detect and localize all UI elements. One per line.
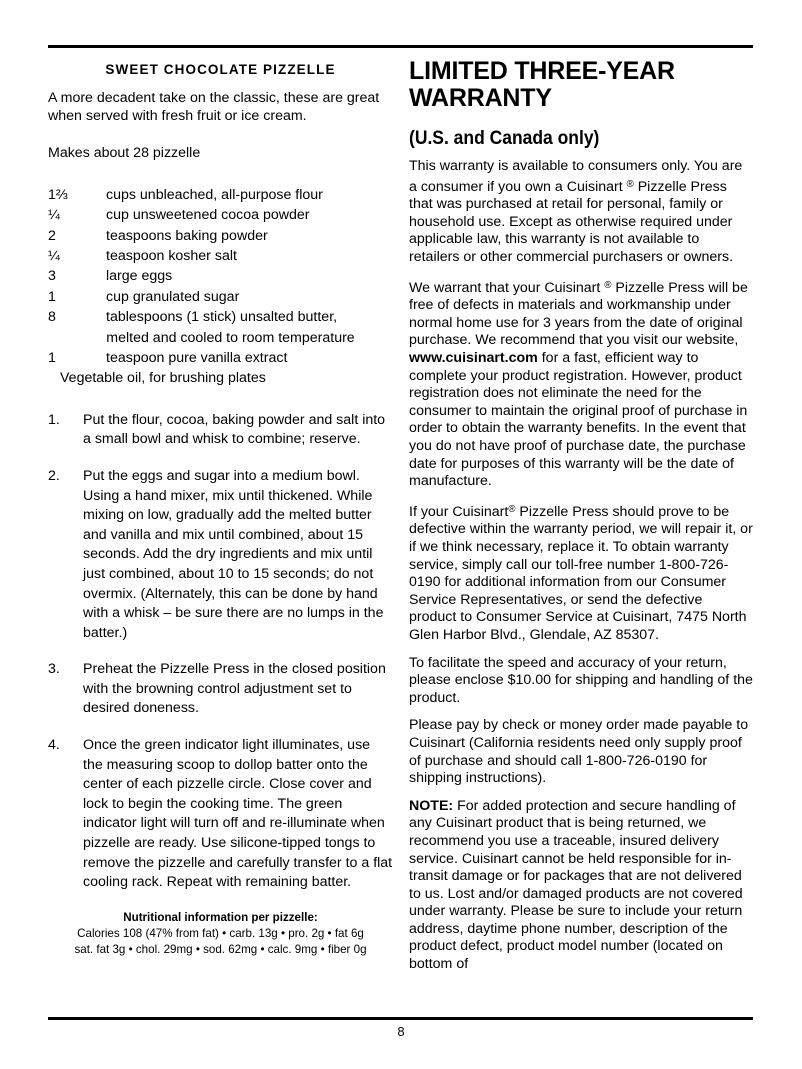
warranty-paragraph-5: Please pay by check or money order made payable to Cuisinart (California residents need only supply proof of purchase and should call 1-800-726-0190 for shipping instructions). <box>409 717 749 787</box>
ingredient-text: cups unbleached, all-purpose flour <box>106 186 323 203</box>
warranty-paragraph-1 <box>409 158 753 267</box>
warranty-p2-part-a: We warrant that your Cuisinart <box>409 279 601 296</box>
cuisinart-website-link[interactable]: www.cuisinart.com <box>409 350 538 367</box>
ingredient-amount: 1⅔ <box>48 186 68 203</box>
warranty-p3-part-a: If your Cuisinart <box>409 503 509 520</box>
ingredient-text: tablespoons (1 stick) unsalted butter, <box>106 309 338 326</box>
step-number: 1. <box>48 411 60 428</box>
ingredient-text: cup unsweetened cocoa powder <box>106 207 310 224</box>
registered-trademark-icon: ® <box>604 279 612 291</box>
warranty-paragraph-4: To facilitate the speed and accuracy of your return, please enclose $10.00 for shipping and handling of the product. <box>409 654 753 706</box>
instruction-step <box>48 467 393 643</box>
warranty-paragraph-3 <box>409 501 753 645</box>
step-text: Put the flour, cocoa, baking powder and salt into a small bowl and whisk to combine; reserve. <box>83 411 386 448</box>
warranty-p2-part-b: Pizzelle Press will be free of defects in materials and workmanship under normal home use for 3 years from the date of original purchase. We recommend that you visit our website, <box>409 279 748 349</box>
recipe-column <box>48 58 393 958</box>
instruction-step <box>48 736 393 893</box>
ingredient-amount: 1 <box>48 349 56 366</box>
nutrition-line-2: sat. fat 3g • chol. 29mg • sod. 62mg • calc. 9mg • fiber 0g <box>74 942 367 956</box>
step-number: 2. <box>48 467 60 484</box>
ingredient-amount: 2 <box>48 227 56 244</box>
ingredient-amount: 3 <box>48 268 56 285</box>
ingredient-amount: 1 <box>48 288 56 305</box>
ingredient-text: teaspoons baking powder <box>106 227 268 244</box>
step-text: Preheat the Pizzelle Press in the closed position with the browning control adjustment set to desired doneness. <box>83 661 386 717</box>
ingredient-continuation: melted and cooled to room temperature <box>106 329 355 346</box>
warranty-paragraph-2 <box>409 277 753 491</box>
ingredient-amount: ¼ <box>48 207 60 224</box>
warranty-column <box>409 58 753 984</box>
instruction-step <box>48 660 393 719</box>
nutrition-block <box>48 910 393 958</box>
recipe-yield: Makes about 28 pizzelle <box>48 145 201 162</box>
footer-rule <box>48 1017 753 1020</box>
step-text: Put the eggs and sugar into a medium bowl. Using a hand mixer, mix until thickened. While mixing on low, gradually add the melted butter and vanilla and mix until combined, about 15 seconds. Add the dry ingredients and mix until just combined, about 10 to 15 seconds; do not overmix. (Alternately, this can be done by hand with a whisk – be sure there are no lumps in the batter.) <box>83 467 384 641</box>
ingredient-text: large eggs <box>106 268 173 285</box>
instruction-step <box>48 411 393 450</box>
warranty-p2-part-c: for a fast, efficient way to complete your product registration. However, product registration does not eliminate the need for the consumer to maintain the original proof of purchase in order to obtain the warranty benefits. In the event that you do not have proof of purchase date, the purchase date for purposes of this warranty will be the date of manufacture. <box>409 350 748 490</box>
ingredient-amount: ¼ <box>48 247 60 264</box>
ingredient-row <box>48 185 393 205</box>
nutrition-line-1: Calories 108 (47% from fat) • carb. 13g • pro. 2g • fat 6g <box>77 926 364 940</box>
ingredient-row <box>48 205 393 225</box>
nutrition-heading: Nutritional information per pizzelle: <box>123 910 318 924</box>
warranty-p1-part-b: Pizzelle Press that was purchased at retail for personal, family or household use. Except as otherwise required under applicable law, this warranty is not available to retailers or other commercial purchasers or owners. <box>409 178 734 266</box>
registered-trademark-icon: ® <box>626 178 634 190</box>
ingredient-row <box>48 246 393 266</box>
ingredient-note: Vegetable oil, for brushing plates <box>60 370 266 387</box>
ingredient-amount: 8 <box>48 309 56 326</box>
ingredient-text: teaspoon pure vanilla extract <box>106 349 288 366</box>
note-label: NOTE: <box>409 797 454 814</box>
two-column-body <box>48 58 753 1008</box>
ingredient-text: teaspoon kosher salt <box>106 247 237 264</box>
registered-trademark-icon: ® <box>508 503 516 515</box>
step-number: 3. <box>48 661 60 678</box>
ingredient-row <box>48 287 393 307</box>
ingredient-row <box>48 307 393 348</box>
ingredient-row <box>48 266 393 286</box>
step-text: Once the green indicator light illuminates, use the measuring scoop to dollop batter onto the center of each pizzelle circle. Close cover and lock to begin the cooking time. The green indicator light will turn off and re-illuminate when pizzelle are ready. Use silicone-tipped tongs to remove the pizzelle and carefully transfer to a flat cooling rack. Repeat with remaining batter. <box>83 737 393 891</box>
ingredient-row <box>48 348 393 368</box>
note-text: For added protection and secure handling of any Cuisinart product that is being returned, we recommend you use a traceable, insured delivery service. Cuisinart cannot be held responsible for in-transit damage or for packages that are not delivered to us. Lost and/or damaged products are not covered under warranty. Please be sure to include your return address, daytime phone number, description of the product defect, product model number (located on bottom of <box>409 797 743 973</box>
page-number: 8 <box>397 1024 405 1039</box>
ingredient-text: cup granulated sugar <box>106 288 240 305</box>
warranty-p3-part-b: Pizzelle Press should prove to be defective within the warranty period, we will repair it, or if we think necessary, replace it. To obtain warranty service, simply call our toll-free number 1-800-726-0190 for additional information from our Consumer Service Representatives, or send the defective product to Consumer Service at Cuisinart, 7475 North Glen Harbor Blvd., Glendale, AZ 85307. <box>409 503 753 643</box>
warranty-subtitle: (U.S. and Canada only) <box>409 128 600 149</box>
header-rule <box>48 45 753 48</box>
step-number: 4. <box>48 737 60 754</box>
warranty-note-paragraph <box>409 798 753 974</box>
ingredient-row <box>48 226 393 246</box>
warranty-p1-part-a: This warranty is available to consumers only. You are a consumer if you own a Cuisinart <box>409 158 743 195</box>
warranty-title: LIMITED THREE-YEAR WARRANTY <box>409 57 675 112</box>
instruction-list <box>48 411 393 893</box>
recipe-description: A more decadent take on the classic, these are great when served with fresh fruit or ice cream. <box>48 90 380 124</box>
ingredient-list <box>48 185 393 389</box>
recipe-title: SWEET CHOCOLATE PIZZELLE <box>105 62 336 77</box>
